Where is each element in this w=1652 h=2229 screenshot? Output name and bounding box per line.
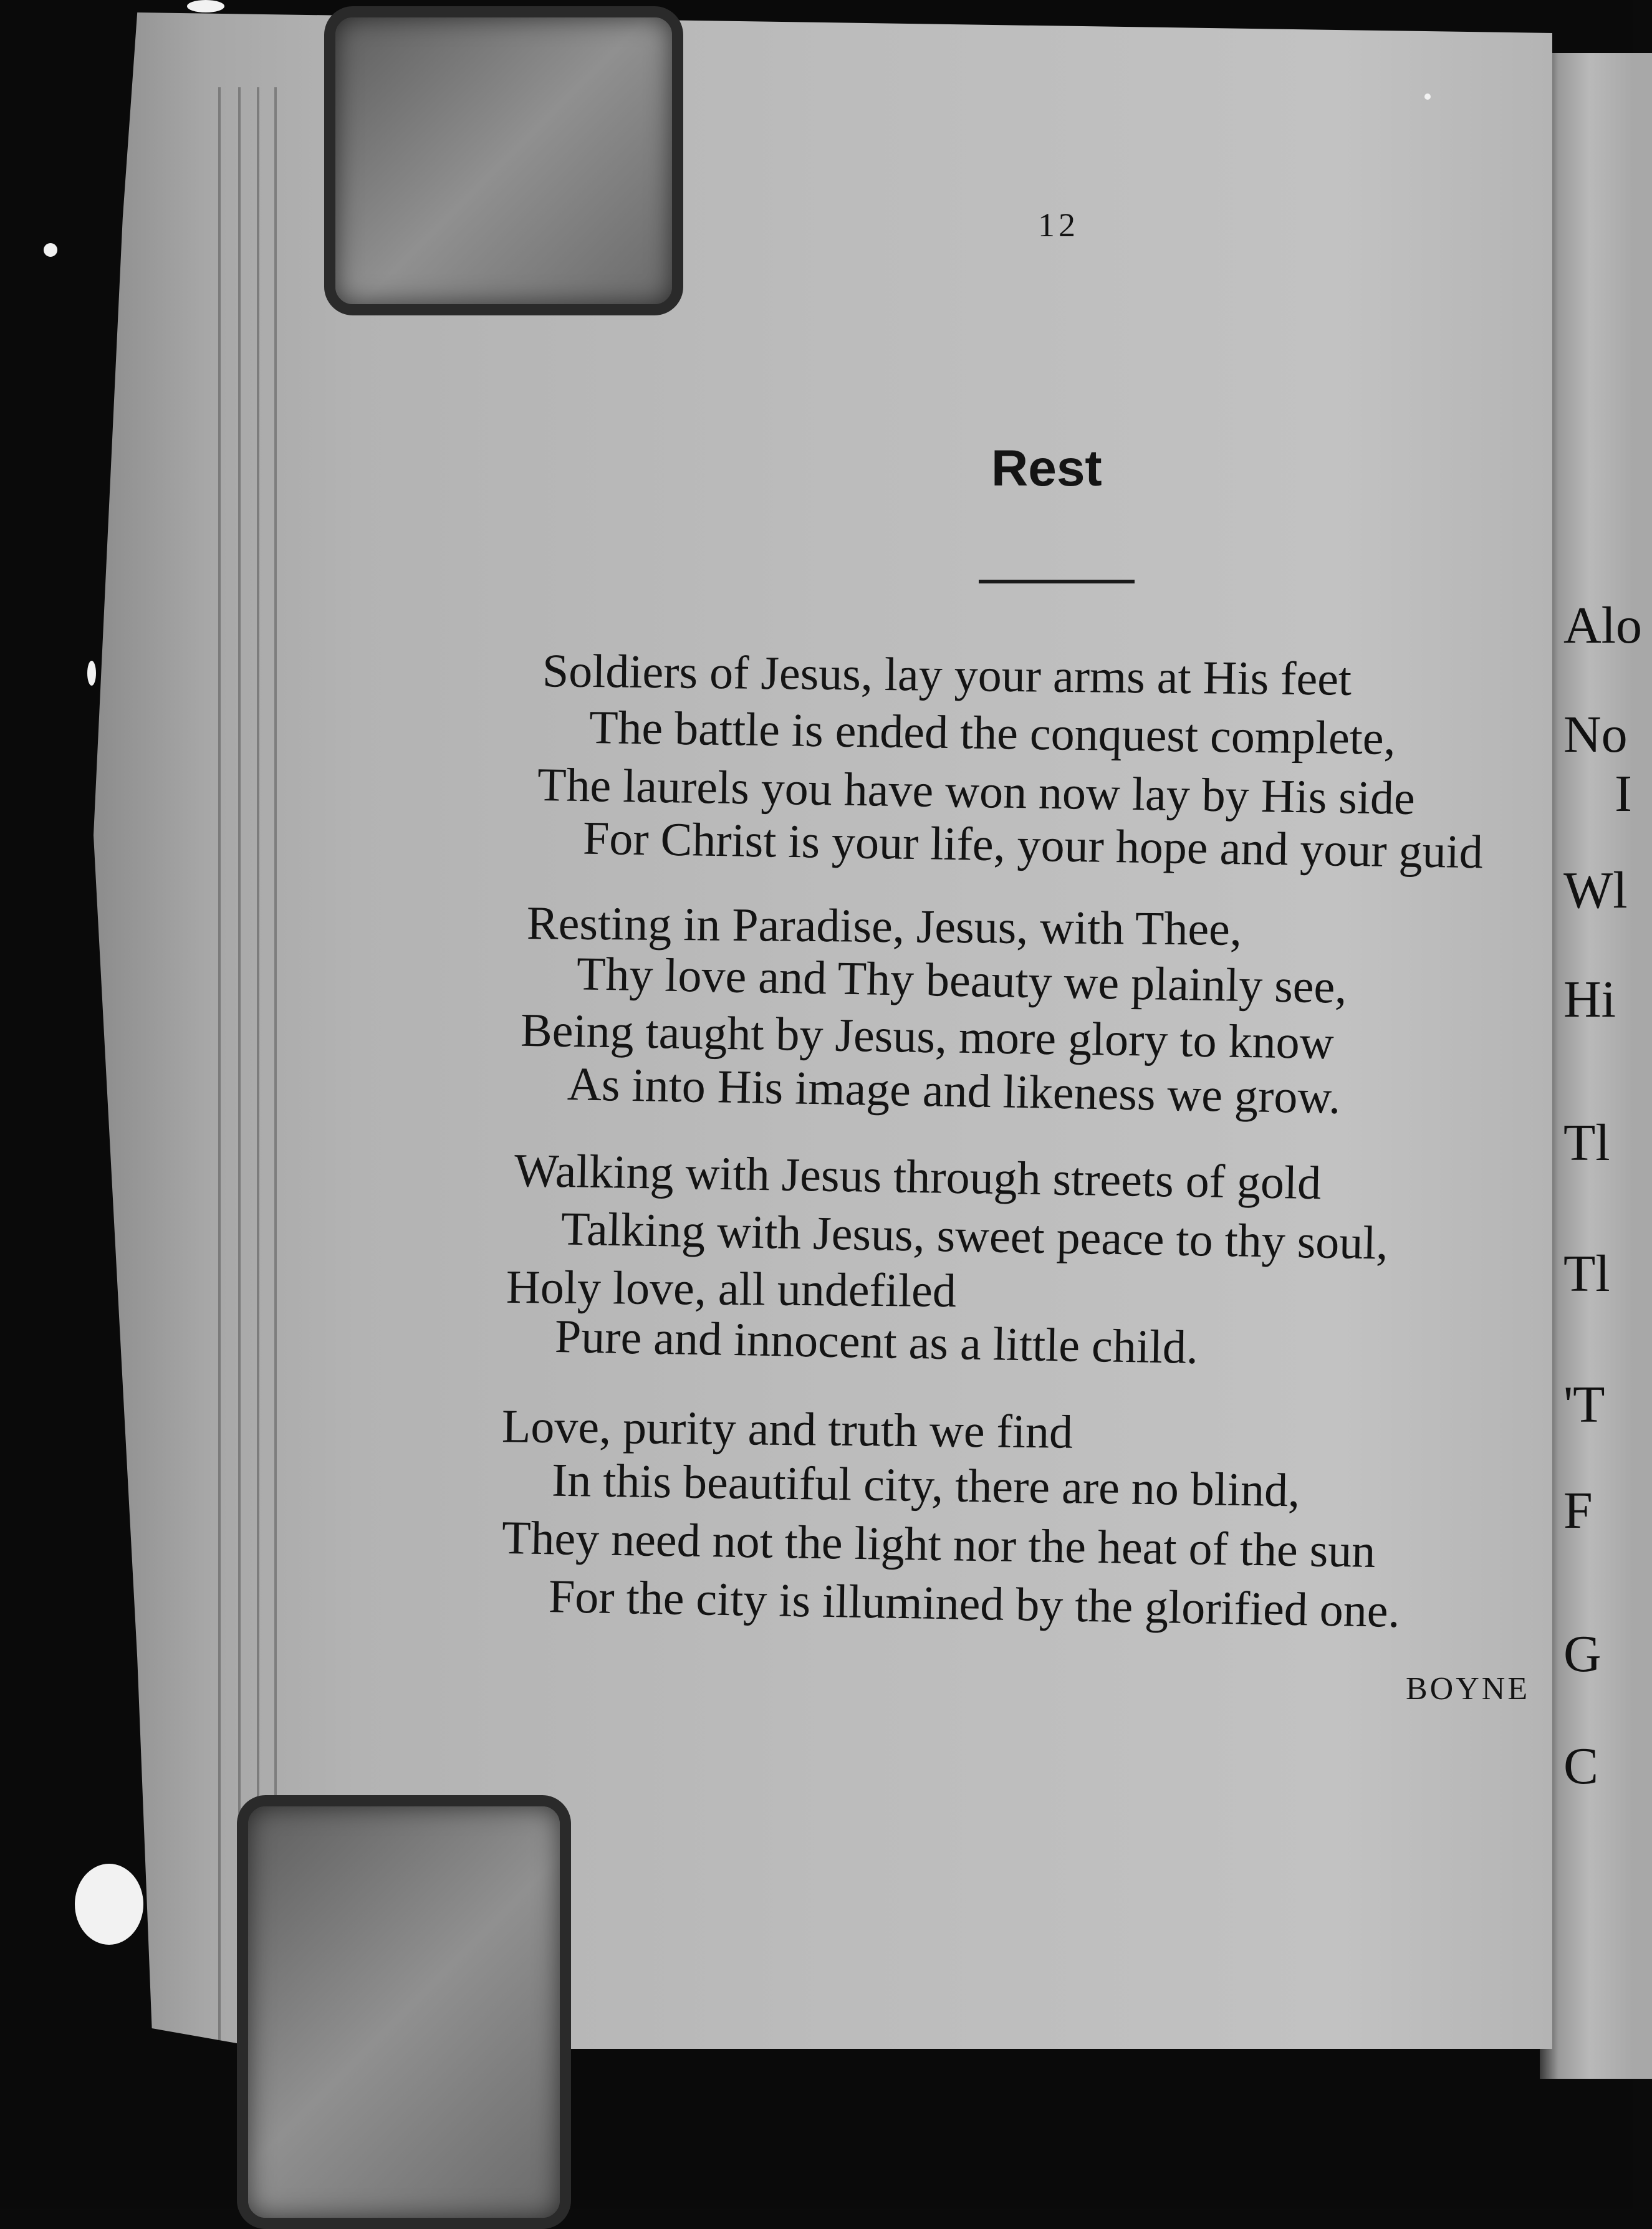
poem-line: The battle is ended the conquest complete, [588, 701, 1396, 765]
next-page-edge [1540, 53, 1652, 2079]
binding-clip-bottom [237, 1795, 571, 2229]
poem-line: Pure and innocent as a little child. [554, 1310, 1199, 1374]
poem-line: Being taught by Jesus, more glory to know [520, 1004, 1335, 1070]
film-speck [1424, 93, 1431, 100]
poem-line: Thy love and Thy beauty we plainly see, [576, 947, 1348, 1014]
page-number: 12 [1038, 206, 1079, 244]
poem-title: Rest [991, 440, 1102, 497]
author-signature: BOYNE [1406, 1671, 1530, 1707]
next-page-fragment: No [1563, 706, 1628, 764]
title-rule [979, 580, 1135, 583]
poem-line: For the city is illumined by the glorified one. [548, 1570, 1401, 1637]
film-speck [187, 0, 224, 12]
next-page-fragment: 'T [1563, 1376, 1605, 1434]
poem-line: Soldiers of Jesus, lay your arms at His feet [542, 645, 1352, 706]
poem-line: For Christ is your life, your hope and your guid [582, 812, 1484, 879]
next-page-fragment: I [1615, 765, 1632, 823]
film-speck [44, 243, 57, 257]
page-edge-line [218, 87, 221, 2051]
poem-line: The laurels you have won now lay by His side [537, 758, 1416, 825]
next-page-fragment: Tl [1563, 1114, 1610, 1172]
binding-clip-top [324, 6, 683, 315]
poem-line: Resting in Paradise, Jesus, with Thee, [526, 896, 1242, 956]
poem-line: Walking with Jesus through streets of gold [514, 1144, 1322, 1210]
page-edge-line [257, 87, 259, 2051]
page-edge-line [238, 87, 241, 2051]
poem-line: Holy love, all undefiled [506, 1260, 957, 1318]
poem-line: In this beautiful city, there are no blind, [551, 1454, 1300, 1517]
film-speck [87, 661, 96, 686]
next-page-fragment: C [1563, 1737, 1599, 1795]
poem-line: They need not the light nor the heat of the sun [501, 1511, 1376, 1578]
next-page-fragment: Tl [1563, 1245, 1610, 1303]
poem-line: Love, purity and truth we find [501, 1400, 1073, 1459]
poem-line: As into His image and likeness we grow. [567, 1058, 1342, 1124]
next-page-fragment: Wl [1563, 861, 1628, 919]
next-page-fragment: F [1563, 1482, 1593, 1540]
page-edge-line [274, 87, 277, 2051]
next-page-fragment: G [1563, 1625, 1602, 1683]
poem-line: Talking with Jesus, sweet peace to thy soul, [560, 1202, 1389, 1270]
next-page-fragment: Hi [1563, 971, 1616, 1028]
next-page-fragment: Alo [1563, 597, 1642, 654]
film-speck [75, 1864, 143, 1945]
